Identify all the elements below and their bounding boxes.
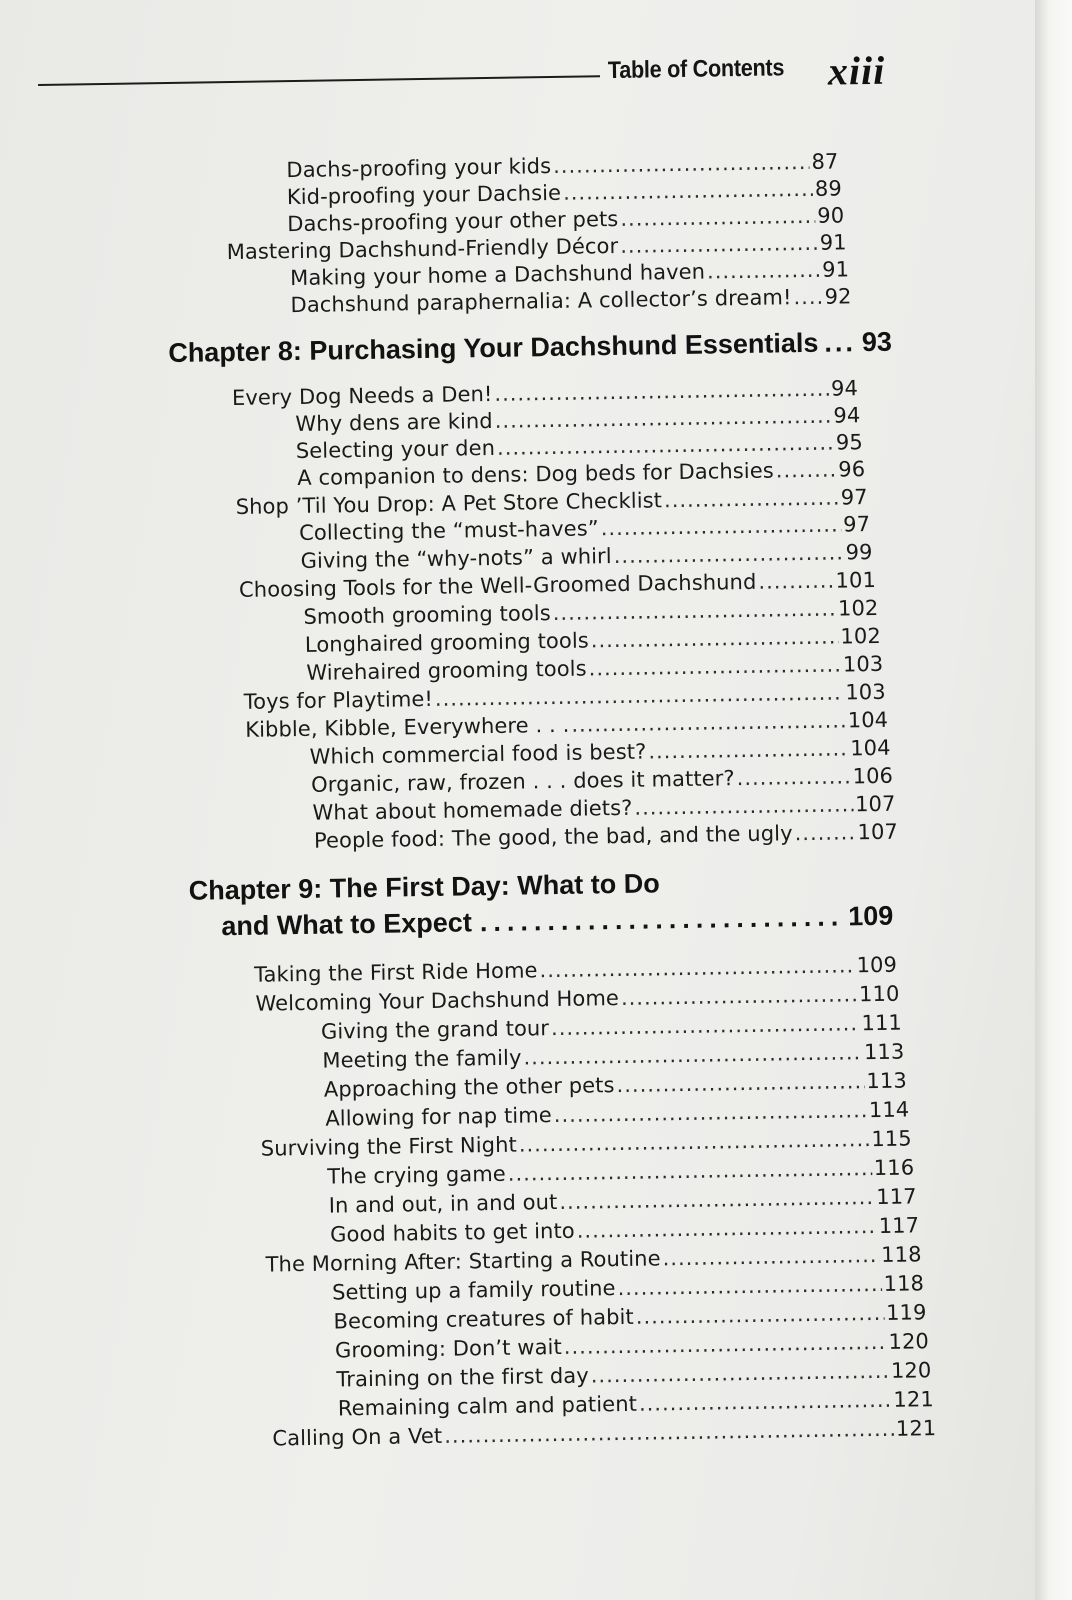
toc-entry [306,652,883,685]
chapter-9-title-line2-row [221,901,893,943]
toc-leader [776,458,837,483]
toc-entry [327,1155,914,1188]
toc-leader [554,1098,867,1127]
toc-entry-title: Setting up a family routine [331,1276,616,1305]
toc-entry-title: Calling On a Vet [272,1423,443,1451]
toc-leader [577,1214,877,1243]
toc-entry [332,1271,924,1304]
toc-leader [758,569,834,594]
toc-entry-page: 106 [852,763,894,789]
toc-entry-title: Training on the first day [336,1363,589,1392]
toc-leader [553,150,810,178]
toc-entry-page: 102 [840,623,882,649]
toc-entry-page: 104 [850,735,891,761]
toc-entry-page: 114 [868,1097,910,1123]
toc-entry-page: 104 [847,707,889,733]
toc-entry-title: Mastering Dachshund-Friendly Décor [226,233,619,265]
toc-entry-page: 115 [871,1126,912,1152]
page-edge [1035,0,1072,1600]
chapter-9-leader [480,902,841,939]
toc-entry-title: Kid-proofing your Dachsie [286,180,562,210]
toc-leader [793,285,822,309]
toc-entry [325,1097,909,1130]
toc-entry-title: Dachshund paraphernalia: A collector’s dream! [290,285,792,318]
toc-entry-page: 120 [888,1329,930,1354]
chapter-9-title-line1: Chapter 9: The First Day: What to Do [188,868,660,906]
toc-entry-title: Why dens are kind [295,408,493,437]
toc-entry-title: A companion to dens: Dog beds for Dachsies [297,458,774,491]
toc-leader [621,982,857,1010]
toc-entry-page: 120 [890,1358,932,1383]
toc-entry-title: Allowing for nap time [325,1103,553,1131]
toc-leader [639,1388,892,1416]
toc-entry-title: Taking the First Ride Home [253,958,538,987]
toc-entry-page: 91 [819,230,847,255]
toc-leader [664,486,839,513]
running-title: Table of Contents [607,54,785,85]
toc-leader [559,1185,874,1214]
toc-leader [563,177,813,205]
toc-entry-page: 103 [842,651,884,677]
chapter-9-title-line2: and What to Expect [221,907,473,942]
toc-entry [322,1040,904,1073]
toc-leader [620,204,815,231]
toc-entry-page: 101 [835,567,877,593]
toc-entry-title: Toys for Playtime! [243,686,434,714]
toc-entry [303,596,878,629]
toc-entry-title: Every Dog Needs a Den! [231,381,493,411]
toc-entry [333,1300,926,1333]
chapter-9-page: 109 [847,900,894,932]
toc-leader [648,736,848,763]
toc-entry-page: 109 [856,952,898,978]
toc-entry [309,736,890,769]
toc-leader [736,764,850,790]
toc-entry-page: 110 [858,981,900,1007]
toc-leader [571,708,846,736]
toc-entry [329,1184,917,1217]
toc-entry-page: 103 [845,679,886,705]
toc-entry-page: 102 [837,595,879,621]
toc-entry-title: What about homemade diets? [312,795,633,825]
toc-entry [314,820,898,853]
toc-entry-title: Wirehaired grooming tools [306,656,587,685]
toc-entry-title: In and out, in and out [328,1190,558,1218]
toc-entry-page: 99 [845,539,873,565]
toc-leader [634,792,853,819]
toc-entry-title: Surviving the First Night [260,1132,518,1161]
toc-leader [601,512,842,540]
toc-entry-page: 96 [838,457,866,482]
toc-entry-title: Giving the grand tour [320,1016,550,1044]
toc-entry-title: Shop ’Til You Drop: A Pet Store Checklist [235,488,663,519]
toc-leader [620,231,818,258]
toc-entry-page: 92 [824,284,852,309]
toc-leader [551,1011,860,1040]
toc-entry-page: 94 [833,403,861,428]
toc-entry-title: The crying game [327,1161,507,1189]
chapter-8-leader: ... [824,327,857,358]
toc-entry-page: 107 [857,819,899,845]
toc-entry-title: Kibble, Kibble, Everywhere . . . [245,712,570,742]
toc-entry-page: 119 [885,1300,927,1325]
toc-entry [300,540,872,573]
toc-entry [312,792,895,825]
toc-entry-title: The Morning After: Starting a Routine [265,1246,661,1277]
toc-leader [591,1359,890,1388]
toc-entry-title: Giving the “why-nots” a whirl [300,544,612,573]
toc-entry-page: 97 [842,512,871,537]
toc-entry-title: Dachs-proofing your kids [286,153,552,183]
toc-entry [305,624,881,657]
toc-entry-title: Grooming: Don’t wait [334,1334,563,1363]
toc-entry [321,1011,902,1044]
toc-entry [299,512,870,545]
toc-leader [539,953,854,982]
toc-entry [254,953,897,987]
toc-entry-title: Which commercial food is best? [309,739,647,769]
toc-entry-page: 113 [866,1068,908,1094]
toc-entry-page: 117 [878,1213,920,1238]
toc-entry [311,764,893,797]
toc-entry-page: 94 [830,376,859,401]
toc-entry-title: Dachs-proofing your other pets [287,206,619,237]
toc-entry-title: Good habits to get into [329,1218,575,1247]
toc-entry [338,1387,934,1420]
toc-entry-title: Becoming creatures of habit [333,1304,634,1334]
toc-entry [324,1069,907,1102]
toc-leader [564,1330,887,1359]
toc-entry-page: 117 [876,1184,917,1210]
toc-entry [335,1329,929,1362]
toc-entry-page: 118 [880,1242,922,1267]
toc-entry-page: 113 [863,1039,905,1065]
toc-entry-page: 121 [895,1416,937,1441]
page-folio: xiii [827,47,886,94]
chapter-8-title: Chapter 8: Purchasing Your Dachshund Essentials [168,327,819,369]
toc-entry-page: 121 [893,1387,935,1412]
toc-entry-title: Collecting the “must-haves” [298,516,599,545]
toc-entry [290,284,851,317]
toc-entry-title: Longhaired grooming tools [304,628,590,657]
toc-leader [591,625,839,653]
toc-leader [614,540,844,568]
toc-entry [255,982,899,1016]
toc-leader [616,1069,864,1097]
toc-entry-title: Choosing Tools for the Well-Groomed Dachshund [238,569,757,602]
toc-leader [707,258,820,284]
toc-entry [336,1358,931,1391]
toc-entry-title: Meeting the family [322,1045,522,1073]
toc-entry [261,1126,912,1160]
toc-leader [553,597,837,625]
toc-entry-title: Remaining calm and patient [337,1391,638,1421]
toc-entry-page: 91 [821,257,850,282]
toc-entry-page: 116 [873,1155,915,1181]
toc-entry-page: 89 [814,176,842,201]
chapter-8-heading [168,327,892,369]
toc-entry [297,457,865,490]
toc-entry [265,1242,921,1276]
toc-leader [523,1040,862,1069]
toc-leader [662,1243,879,1270]
toc-leader [617,1272,881,1300]
toc-entry-title: People food: The good, the bad, and the ugly [313,821,793,853]
chapter-8-page: 93 [861,326,893,358]
toc-leader [636,1301,885,1329]
toc-leader [497,431,834,460]
toc-entry-page: 111 [861,1010,903,1036]
toc-entry-page: 118 [883,1271,925,1296]
toc-entry [330,1213,919,1246]
toc-entry-page: 90 [817,203,845,228]
toc-entry-title: Approaching the other pets [323,1073,615,1102]
toc-entry-title: Selecting your den [295,435,496,464]
toc-entry [272,1416,936,1450]
toc-entry-title: Making your home a Dachshund haven [289,259,706,291]
toc-entry-title: Smooth grooming tools [303,601,551,629]
toc-leader [794,820,855,845]
toc-entry-page: 107 [854,791,896,817]
toc-leader [435,680,844,710]
toc-leader [508,1156,872,1186]
toc-leader [444,1417,894,1448]
toc-leader [519,1127,870,1157]
toc-entry-title: Welcoming Your Dachshund Home [255,986,620,1016]
toc-entry-page: 87 [811,149,839,174]
toc-entry-title: Organic, raw, frozen . . . does it matter? [310,766,735,797]
toc-leader [494,377,829,406]
toc-entry-page: 97 [840,485,868,510]
toc-leader [588,652,841,680]
toc-entry-page: 95 [835,430,863,455]
toc-leader [495,404,832,433]
